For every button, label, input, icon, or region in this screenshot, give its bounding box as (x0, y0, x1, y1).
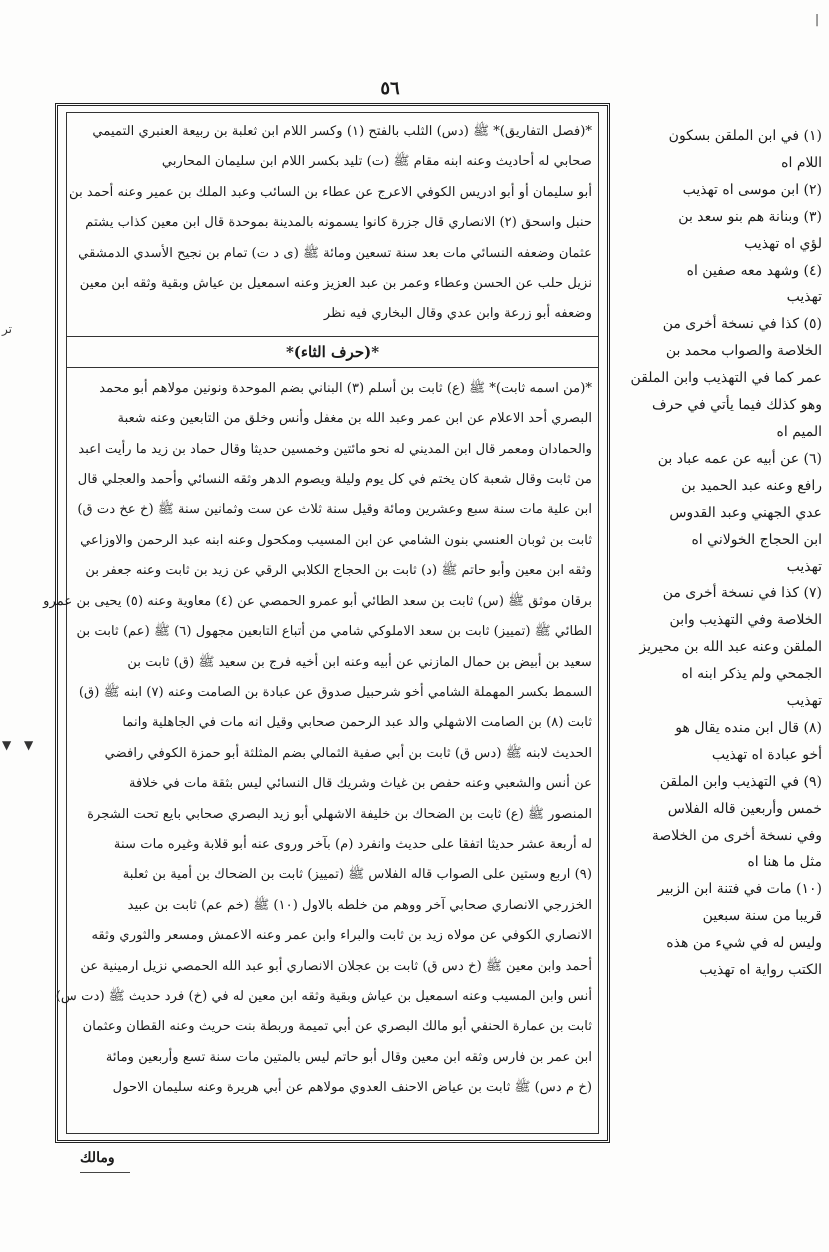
text-line: السمط بكسر المهملة الشامي أخو شرحبيل صدوق عن عبادة بن الصامت وعنه (٧) ابنه ﷺ (ق) (78, 684, 592, 700)
footnote-line: وهو كذلك فيما يأتي في حرف (652, 397, 822, 414)
text-line: *(فصل التفاريق)* ﷺ (دس) الثلب بالفتح (١) وكسر اللام ابن ثعلبة بن ربيعة العنبري التميمي (92, 124, 592, 139)
section-fasl-tafariq (69, 117, 592, 330)
footnote-line: تهذيب (786, 693, 822, 710)
text-line: ثابت بن ثوبان العنسي بنون الشامي عن ابن المسيب ومكحول وعنه ابنه عبد الرحمن والاوزاعي (80, 532, 592, 548)
text-line: الانصاري الكوفي عن مولاه زيد بن ثابت والبراء وابن عمر وعنه الاعمش ومسعر والثوري وثقه (91, 928, 592, 944)
text-line: حنبل واسحق (٢) الانصاري قال جزرة كانوا يسمونه بالمدينة بموحدة قال ابن معين كذاب يشتم (85, 215, 592, 231)
text-line: من ثابت وقال شعبة كان يختم في كل يوم وليلة ويصوم الدهر وثقه النسائي وأحمد والعجلي قال (77, 472, 592, 488)
text-line: المنصور ﷺ (ع) ثابت بن الضحاك بن خليفة الاشهلي أبو زيد البصري صحابي بايع تحت الشجرة (87, 806, 592, 822)
section-harf-tha (43, 374, 592, 1104)
text-line: وثقه ابن معين وأبو حاتم ﷺ (د) ثابت بن الحجاج الكلابي الرقي عن زيد بن ثابت وعنه جعفر بن (85, 563, 592, 579)
text-line: الطائي ﷺ (تمييز) ثابت بن سعد الاملوكي شامي من أتباع التابعين مجهول (٦) ﷺ (عم) ثابت بن (76, 624, 592, 640)
footnote-line: لؤي اه تهذيب (744, 235, 822, 252)
text-line: (٩) اربع وستين على الصواب قاله الفلاس ﷺ (تمييز) ثابت بن الضحاك بن أمية بن ثعلبة (122, 867, 592, 883)
footnote-line: الملقن وعنه عبد الله بن محيريز (639, 639, 822, 656)
main-text-body (43, 112, 599, 1134)
footnote-line: عدي الجهني وعبد القدوس (669, 504, 822, 521)
scan-edge-mark: ﺗﺮ (2, 322, 12, 336)
scan-edge-mark: ▼ (2, 738, 12, 752)
footnote-line: الخلاصة وفي التهذيب وابن (669, 612, 822, 629)
page-number: ٥٦ (380, 78, 400, 99)
catchword-underline (80, 1172, 130, 1173)
text-line: البصري أحد الاعلام عن ابن عمر وعبد الله بن مغفل وأنس وخلق من التابعين وعنه شعبة (117, 411, 592, 427)
footnote-line: خمس وأربعين قاله الفلاس (667, 800, 822, 817)
text-line: الخزرجي الانصاري صحابي آخر ووهم من خلطه بالاول (١٠) ﷺ (خم عم) ثابت بن عبيد (127, 897, 592, 913)
text-line: صحابي له أحاديث وعنه ابنه مقام ﷺ (ت) تليد بكسر اللام ابن سليمان المحاربي (161, 154, 592, 170)
footnote-line: قريبا من سنة سبعين (702, 908, 822, 925)
footnote-line: (١٠) مات في فتنة ابن الزبير (657, 881, 822, 898)
footnote-line: ابن الحجاج الخولاني اه (691, 531, 822, 548)
text-line: (خ م دس) ﷺ ثابت بن عياض الاحنف العدوي مولاهم عن أبي هريرة وعنه سليمان الاحول (112, 1080, 592, 1096)
footnote-line: (٥) كذا في نسخة أخرى من (662, 316, 822, 333)
section-heading: *(حرف الثاء)* (285, 342, 380, 361)
footnote-line: (٩) في التهذيب وابن الملقن (659, 773, 822, 790)
text-line: عن أنس والشعبي وعنه حفص بن غياث وشريك قال النسائي ليس بثقة مات في خلافة (128, 776, 592, 792)
text-line: له أربعة عشر حديثا اتفقا على حديث وانفرد (م) بآخر وروى عنه أبو قلابة وغيره مات سنة (113, 836, 592, 852)
text-line: برقان موثق ﷺ (س) ثابت بن سعد الطائي أبو عمرو الحمصي عن (٤) معاوية وعنه (٥) يحيى بن عمرو (43, 593, 592, 609)
scan-edge-mark: | (815, 12, 820, 26)
footnote-line: وليس له في شيء من هذه (666, 935, 822, 952)
footnote-line: أخو عبادة اه تهذيب (711, 746, 822, 763)
text-line: نزيل حلب عن الحسن وعطاء وعمر بن عبد العزيز وعنه اسمعيل بن عياش وبقية وثقه ابن معين (79, 276, 592, 292)
footnote-line: وفي نسخة أخرى من الخلاصة (651, 827, 822, 844)
text-line: أحمد وابن معين ﷺ (خ دس ق) ثابت بن عجلان الانصاري أبو عبد الله الحمصي نزيل ارمينية عن (80, 958, 592, 974)
text-line: ثابت بن عمارة الحنفي أبو مالك البصري عن أبي تميمة وربطة بنت حريث وعنه القطان وعثمان (82, 1019, 592, 1035)
text-line: عثمان وضعفه النسائي مات بعد سنة تسعين ومائة ﷺ (ى د ت) تمام بن نجيح الأسدي الدمشقي (78, 245, 592, 261)
footnote-line: (٢) ابن موسى اه تهذيب (682, 181, 822, 198)
text-line: سعيد بن أبيض بن حمال المازني عن أبيه وعنه ابن أخيه فرج بن سعيد ﷺ (ق) ثابت بن (127, 654, 592, 670)
footnote-line: (٤) وشهد معه صفين اه (686, 262, 822, 279)
section-divider (67, 336, 598, 368)
scan-edge-mark: ▼ (24, 738, 34, 752)
text-line: الحديث لابنه ﷺ (دس ق) ثابت بن أبي صفية الثمالي بضم المثلثة أبو حمزة الكوفي رافضي (104, 745, 592, 761)
footnote-line: اللام اه (781, 154, 822, 171)
footnote-line: (١) في ابن الملقن بسكون (668, 128, 822, 144)
text-line: أنس وابن المسيب وعنه اسمعيل بن عياش وبقية وثقه ابن معين له في (خ) فرد حديث ﷺ (دت س) (55, 988, 592, 1004)
text-line: والحمادان ومعمر قال ابن المديني له نحو مائتين وخمسين حديثا وقال حماد بن زيد ما رأيت اعبد (78, 441, 592, 457)
catchword: ومالك (80, 1150, 115, 1166)
text-line: وضعفه أبو زرعة وابن عدي وقال البخاري فيه نظر (323, 306, 592, 322)
footnote-line: (٧) كذا في نسخة أخرى من (662, 585, 822, 602)
footnote-line: الميم اه (776, 423, 822, 440)
text-line: أبو سليمان أو أبو ادريس الكوفي الاعرج عن عطاء بن السائب وعبد الملك بن عمير وعنه أحمد بن (69, 184, 592, 200)
footnote-line: تهذيب (786, 289, 822, 306)
text-line: ثابت (٨) بن الصامت الاشهلي والد عبد الرحمن صحابي وقيل انه مات في الجاهلية وانما (122, 715, 592, 731)
footnote-line: عمر كما في التهذيب وابن الملقن (630, 370, 822, 387)
footnote-line: مثل ما هنا اه (747, 854, 822, 871)
footnote-line: (٨) قال ابن منده يقال هو (675, 719, 822, 736)
footnote-line: (٦) عن أبيه عن عمه عباد بن (657, 450, 822, 467)
footnote-line: الكتب رواية اه تهذيب (699, 962, 822, 979)
footnote-line: رافع وعنه عبد الحميد بن (681, 477, 822, 494)
footnote-line: الخلاصة والصواب محمد بن (665, 343, 822, 360)
main-text-frame (43, 103, 610, 1143)
footnote-line: (٣) وبنانة هم بنو سعد بن (678, 208, 822, 225)
footnote-line: الجمحي ولم يذكر ابنه اه (681, 666, 822, 683)
text-line: ابن عمر بن فارس وثقه ابن معين وقال أبو حاتم ليس بالمتين مات سنة تسع وأربعين ومائة (105, 1049, 592, 1065)
footnote-line: تهذيب (786, 558, 822, 575)
margin-footnotes (612, 123, 822, 1113)
text-line: ابن علية مات سنة سبع وعشرين ومائة وقيل سنة ثلاث عن ست وثمانين سنة ﷺ (خ عخ دت ق) (77, 502, 592, 518)
text-line: *(من اسمه ثابت)* ﷺ (ع) ثابت بن أسلم (٣) البناني بضم الموحدة ونونين مولاهم أبو محمد (99, 380, 592, 396)
